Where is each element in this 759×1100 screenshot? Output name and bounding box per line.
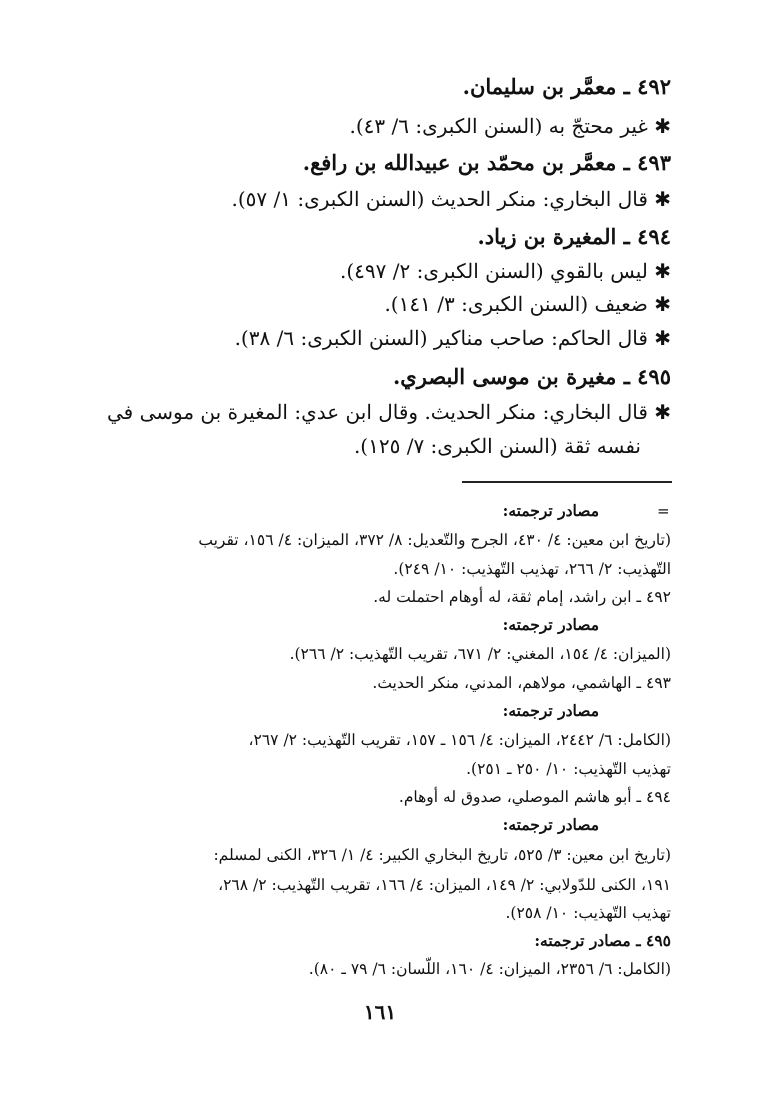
entry-item: ✱ ليس بالقوي (السنن الكبرى: ٢/ ٤٩٧). — [339, 259, 671, 283]
entry-item: ✱ قال البخاري: منكر الحديث (السنن الكبرى: ١/ ٥٧). — [231, 187, 671, 211]
footnote-line: (تاريخ ابن معين: ٣/ ٥٢٥، تاريخ البخاري الكبير: ٤/ ١/ ٣٢٦، الكنى لمسلم: — [213, 846, 671, 864]
footnote-line: ١٩١، الكنى للدّولابي: ٢/ ١٤٩، الميزان: ٤/ ١٦٦، تقريب التّهذيب: ٢/ ٢٦٨، — [218, 876, 671, 894]
footnote-line: (الكامل: ٦/ ٢٤٤٢، الميزان: ٤/ ١٥٦ ـ ١٥٧، تقريب التّهذيب: ٢/ ٢٦٧، — [248, 731, 671, 749]
page-number: ١٦١ — [363, 1000, 397, 1024]
footnote-line: ٤٩٣ ـ الهاشمي، مولاهم، المدني، منكر الحديث. — [372, 674, 671, 692]
entry-item: ✱ قال الحاكم: صاحب مناكير (السنن الكبرى: ٦/ ٣٨). — [234, 326, 671, 350]
entry-heading-495: ٤٩٥ ـ مغيرة بن موسى البصري. — [393, 364, 671, 389]
footnote-line: ٤٩٤ ـ أبو هاشم الموصلي، صدوق له أوهام. — [398, 788, 671, 806]
footnote-line: ٤٩٥ ـ مصادر ترجمته: — [534, 931, 671, 950]
entry-item: ✱ قال البخاري: منكر الحديث. وقال ابن عدي: المغيرة بن موسى في — [107, 400, 671, 424]
footnote-line: تهذيب التّهذيب: ١٠/ ٢٥٨). — [505, 904, 671, 922]
footnote-sources-label: مصادر ترجمته: — [502, 501, 599, 520]
footnote-line: (تاريخ ابن معين: ٤/ ٤٣٠، الجرح والتّعديل: ٨/ ٣٧٢، الميزان: ٤/ ١٥٦، تقريب — [198, 531, 671, 549]
entry-heading-493: ٤٩٣ ـ معمَّر بن محمّد بن عبيدالله بن رافع. — [302, 150, 671, 175]
footnote-line: التّهذيب: ٢/ ٢٦٦، تهذيب التّهذيب: ١٠/ ٢٤٩). — [393, 560, 671, 578]
footnote-line: تهذيب التّهذيب: ١٠/ ٢٥٠ ـ ٢٥١). — [466, 760, 671, 778]
entry-heading-494: ٤٩٤ ـ المغيرة بن زياد. — [477, 224, 671, 249]
entry-item-continued: نفسه ثقة (السنن الكبرى: ٧/ ١٢٥). — [353, 434, 641, 458]
footnote-sources-label: مصادر ترجمته: — [502, 615, 599, 634]
footnote-sources-label: مصادر ترجمته: — [502, 701, 599, 720]
footnote-separator — [462, 481, 672, 483]
footnote-line: (الكامل: ٦/ ٢٣٥٦، الميزان: ٤/ ١٦٠، اللّسان: ٦/ ٧٩ ـ ٨٠). — [308, 960, 671, 978]
entry-heading-492: ٤٩٢ ـ معمَّر بن سليمان. — [462, 74, 671, 99]
footnote-continued-marker: = — [657, 502, 670, 520]
footnote-line: ٤٩٢ ـ ابن راشد، إمام ثقة، له أوهام احتملت له. — [373, 588, 671, 606]
entry-item: ✱ غير محتجّ به (السنن الكبرى: ٦/ ٤٣). — [349, 114, 671, 138]
footnote-sources-label: مصادر ترجمته: — [502, 815, 599, 834]
footnote-line: (الميزان: ٤/ ١٥٤، المغني: ٢/ ٦٧١، تقريب التّهذيب: ٢/ ٢٦٦). — [289, 645, 671, 663]
entry-item: ✱ ضعيف (السنن الكبرى: ٣/ ١٤١). — [384, 292, 671, 316]
